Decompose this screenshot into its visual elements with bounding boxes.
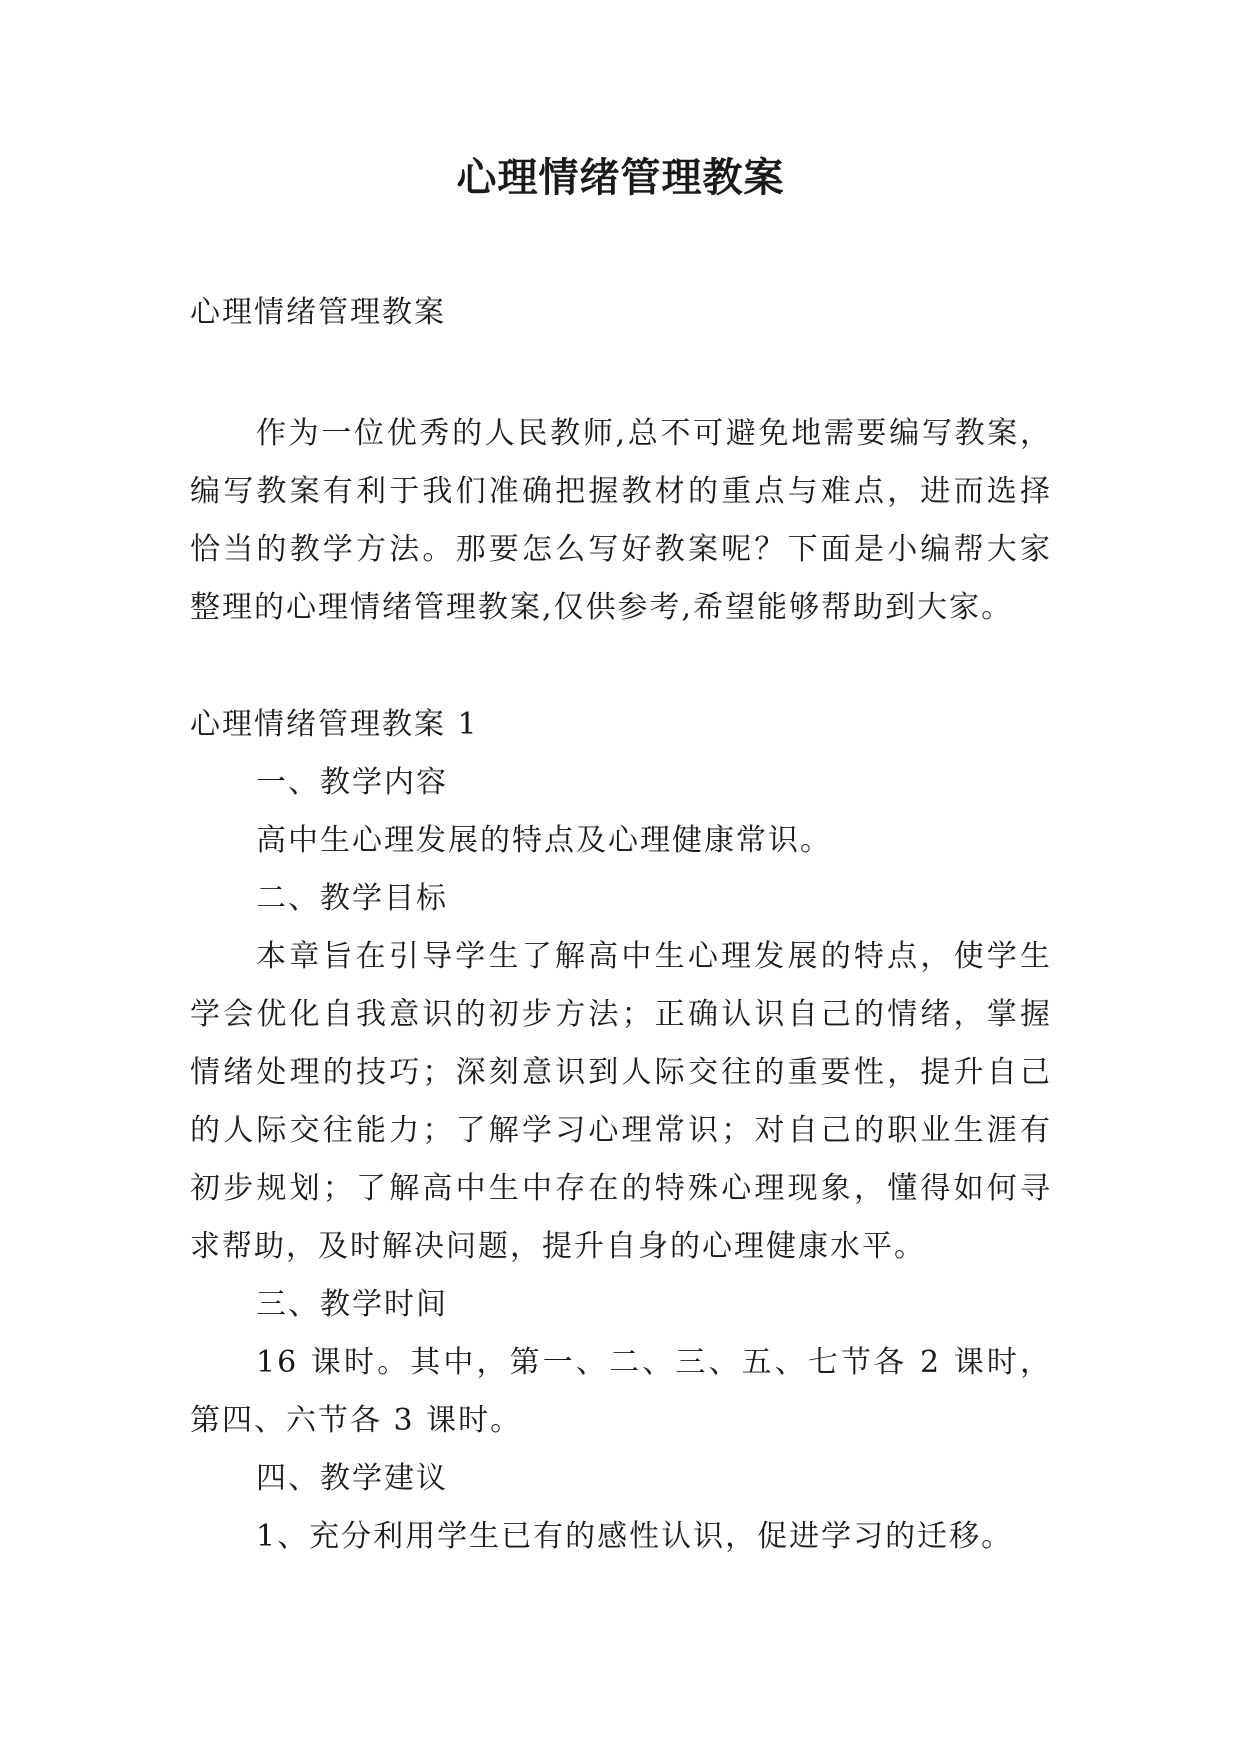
- section-1: [190, 696, 1052, 1566]
- heading-teaching-time: 三、教学时间: [256, 1287, 448, 1322]
- document-title: 心理情绪管理教案: [456, 155, 785, 201]
- heading-teaching-suggestions: 四、教学建议: [256, 1461, 448, 1496]
- teaching-time-paragraph: 16 课时。其中，第一、二、三、五、七节各 2 课时，第四、六节各 3 课时。: [190, 1345, 1052, 1438]
- teaching-content-paragraph: 高中生心理发展的特点及心理健康常识。: [256, 823, 832, 858]
- heading-teaching-goals: 二、教学目标: [256, 881, 448, 916]
- suggestion-item-1: 1、充分利用学生已有的感性认识，促进学习的迁移。: [256, 1519, 1014, 1554]
- document-subtitle: 心理情绪管理教案: [190, 295, 446, 330]
- intro-paragraph: 作为一位优秀的人民教师,总不可避免地需要编写教案，编写教案有利于我们准确把握教材的重点与难点，进而选择恰当的教学方法。那要怎么写好教案呢？下面是小编帮大家整理的心理情绪管理教案,仅供参考,希望能够帮助到大家。: [190, 416, 1052, 625]
- section-heading: 心理情绪管理教案 1: [190, 707, 479, 742]
- heading-teaching-content: 一、教学内容: [256, 765, 448, 800]
- teaching-goals-paragraph: 本章旨在引导学生了解高中生心理发展的特点，使学生学会优化自我意识的初步方法；正确认识自己的情绪，掌握情绪处理的技巧；深刻意识到人际交往的重要性，提升自己的人际交往能力；了解学习心理常识；对自己的职业生涯有初步规划；了解高中生中存在的特殊心理现象，懂得如何寻求帮助，及时解决问题，提升自身的心理健康水平。: [190, 939, 1052, 1264]
